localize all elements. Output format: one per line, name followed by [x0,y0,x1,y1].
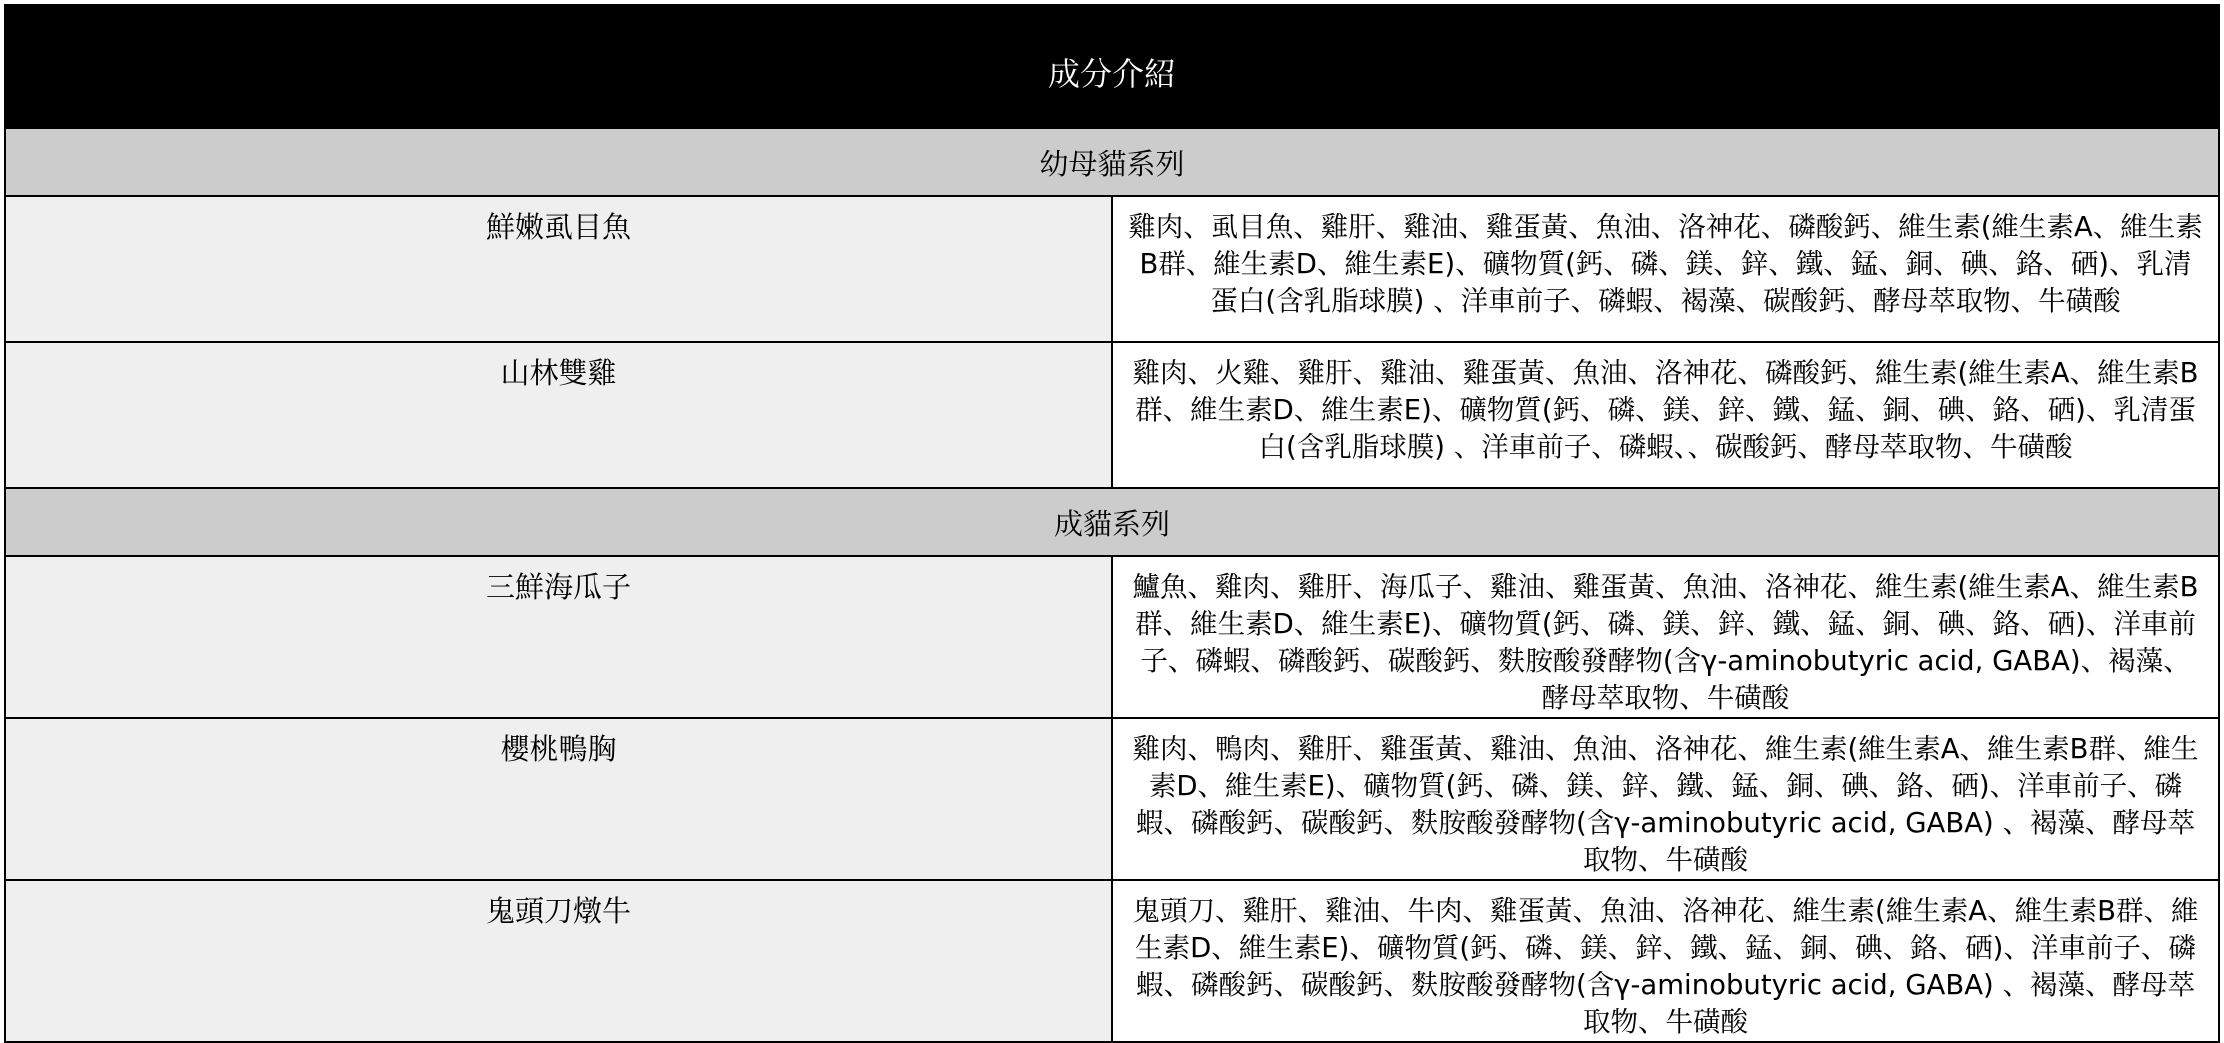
title-row [5,5,2219,128]
product-ingredients: 雞肉、虱目魚、雞肝、雞油、雞蛋黃、魚油、洛神花、磷酸鈣、維生素(維生素A、維生素B群、維生素D、維生素E)、礦物質(鈣、磷、鎂、鋅、鐵、錳、銅、碘、鉻、硒)、乳清蛋白(含乳脂球膜) 、洋車前子、磷蝦、褐藻、碳酸鈣、酵母萃取物、牛磺酸 [1112,196,2219,342]
section-row [5,488,2219,556]
table-title: 成分介紹 [5,5,2219,128]
table-row [5,556,2219,718]
product-name: 三鮮海瓜子 [5,556,1112,718]
table-row [5,880,2219,1042]
product-ingredients: 雞肉、鴨肉、雞肝、雞蛋黃、雞油、魚油、洛神花、維生素(維生素A、維生素B群、維生素D、維生素E)、礦物質(鈣、磷、鎂、鋅、鐵、錳、銅、碘、鉻、硒)、洋車前子、磷蝦、磷酸鈣、碳酸鈣、麩胺酸發酵物(含γ-aminobutyric acid, GABA) 、褐藻、酵母萃取物、牛磺酸 [1112,718,2219,880]
section-row [5,128,2219,196]
ingredient-table [4,4,2220,1043]
table-row [5,342,2219,488]
product-name: 山林雙雞 [5,342,1112,488]
product-name: 鮮嫩虱目魚 [5,196,1112,342]
table-row [5,196,2219,342]
section-heading-adult: 成貓系列 [5,488,2219,556]
product-name: 鬼頭刀燉牛 [5,880,1112,1042]
table-row [5,718,2219,880]
section-heading-kitten-mother: 幼母貓系列 [5,128,2219,196]
product-ingredients: 鱸魚、雞肉、雞肝、海瓜子、雞油、雞蛋黃、魚油、洛神花、維生素(維生素A、維生素B群、維生素D、維生素E)、礦物質(鈣、磷、鎂、鋅、鐵、錳、銅、碘、鉻、硒)、洋車前子、磷蝦、磷酸鈣、碳酸鈣、麩胺酸發酵物(含γ-aminobutyric acid, GABA)、褐藻、酵母萃取物、牛磺酸 [1112,556,2219,718]
product-ingredients: 鬼頭刀、雞肝、雞油、牛肉、雞蛋黃、魚油、洛神花、維生素(維生素A、維生素B群、維生素D、維生素E)、礦物質(鈣、磷、鎂、鋅、鐵、錳、銅、碘、鉻、硒)、洋車前子、磷蝦、磷酸鈣、碳酸鈣、麩胺酸發酵物(含γ-aminobutyric acid, GABA) 、褐藻、酵母萃取物、牛磺酸 [1112,880,2219,1042]
product-ingredients: 雞肉、火雞、雞肝、雞油、雞蛋黃、魚油、洛神花、磷酸鈣、維生素(維生素A、維生素B群、維生素D、維生素E)、礦物質(鈣、磷、鎂、鋅、鐵、錳、銅、碘、鉻、硒)、乳清蛋白(含乳脂球膜) 、洋車前子、磷蝦、、碳酸鈣、酵母萃取物、牛磺酸 [1112,342,2219,488]
product-name: 櫻桃鴨胸 [5,718,1112,880]
